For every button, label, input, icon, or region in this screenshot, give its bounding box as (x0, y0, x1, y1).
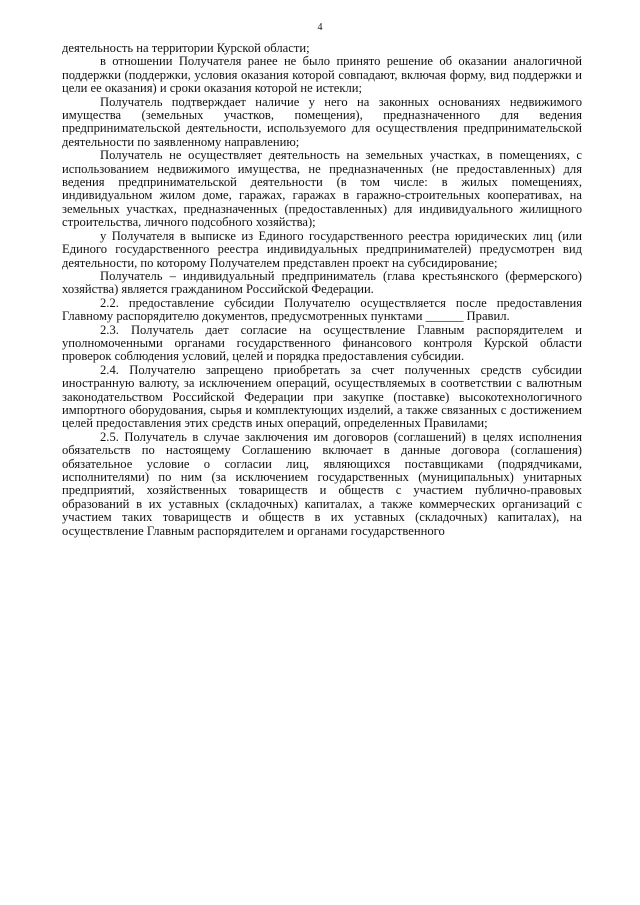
paragraph-property-confirmation: Получатель подтверждает наличие у него на законных основаниях недвижимого имущества (земельных участков, помещения), предназначенного для ведения предпринимательской деятельности, используемого для осуществления предпринимательской деятельности по заявленному направлению; (62, 94, 582, 149)
paragraph-registry-extract: у Получателя в выписке из Единого государственного реестра юридических лиц (или Единого государственного реестра индивидуальных предпринимателей) предусмотрен вид деятельности, по которому Получателем представлен проект на субсидирование; (62, 228, 582, 270)
document-body (62, 42, 582, 538)
paragraph-2-5: 2.5. Получатель в случае заключения им договоров (соглашений) в целях исполнения обязательств по настоящему Соглашению включает в данные договора (соглашения) обязательное условие о согласии лиц, являющихся поставщиками (подрядчиками, исполнителями) по ним (за исключением государственных (муниципальных) унитарных предприятий, хозяйственных товариществ и обществ с участием публично-правовых образований в их уставных (складочных) капиталах, а также коммерческих организаций с участием таких товариществ и обществ в их уставных (складочных) капиталах), на осуществление Главным распорядителем и органами государственного (62, 429, 582, 538)
paragraph-2-4: 2.4. Получателю запрещено приобретать за счет полученных средств субсидии иностранную валюту, за исключением операций, осуществляемых в соответствии с валютным законодательством Российской Федерации при закупке (поставке) высокотехнологичного импортного оборудования, сырья и комплектующих изделий, а также связанных с достижением целей предоставления этих средств иных операций, определенных Правилами; (62, 362, 582, 431)
paragraph-2-3: 2.3. Получатель дает согласие на осуществление Главным распорядителем и уполномоченными органами государственного финансового контроля Курской области проверок соблюдения условий, целей и порядка предоставления субсидии. (62, 322, 582, 364)
paragraph-no-activity-restriction: Получатель не осуществляет деятельность на земельных участках, в помещениях, с использованием недвижимого имущества, не предназначенных (не предоставленных) для ведения предпринимательской деятельности (в том числе: в жилых помещениях, индивидуальном жилом доме, гаражах, гаражах в гаражно-строительных кооперативах, на земельных участках, предназначенных (предоставленных) для индивидуального жилищного строительства, личного подсобного хозяйства); (62, 148, 582, 230)
paragraph-2-2: 2.2. предоставление субсидии Получателю осуществляется после предоставления Главному распорядителю документов, предусмотренных пунктами ______ Правил. (62, 295, 582, 324)
paragraph-continuation: деятельность на территории Курской области; (62, 41, 310, 55)
page-number: 4 (317, 22, 323, 33)
paragraph-no-prior-support: в отношении Получателя ранее не было принято решение об оказании аналогичной поддержки (поддержки, условия оказания которой совпадают, включая форму, вид поддержки и цели ее оказания) и сроки оказания которой не истекли; (62, 54, 582, 96)
paragraph-citizenship: Получатель – индивидуальный предприниматель (глава крестьянского (фермерского) хозяйства) является гражданином Российской Федерации. (62, 268, 582, 297)
